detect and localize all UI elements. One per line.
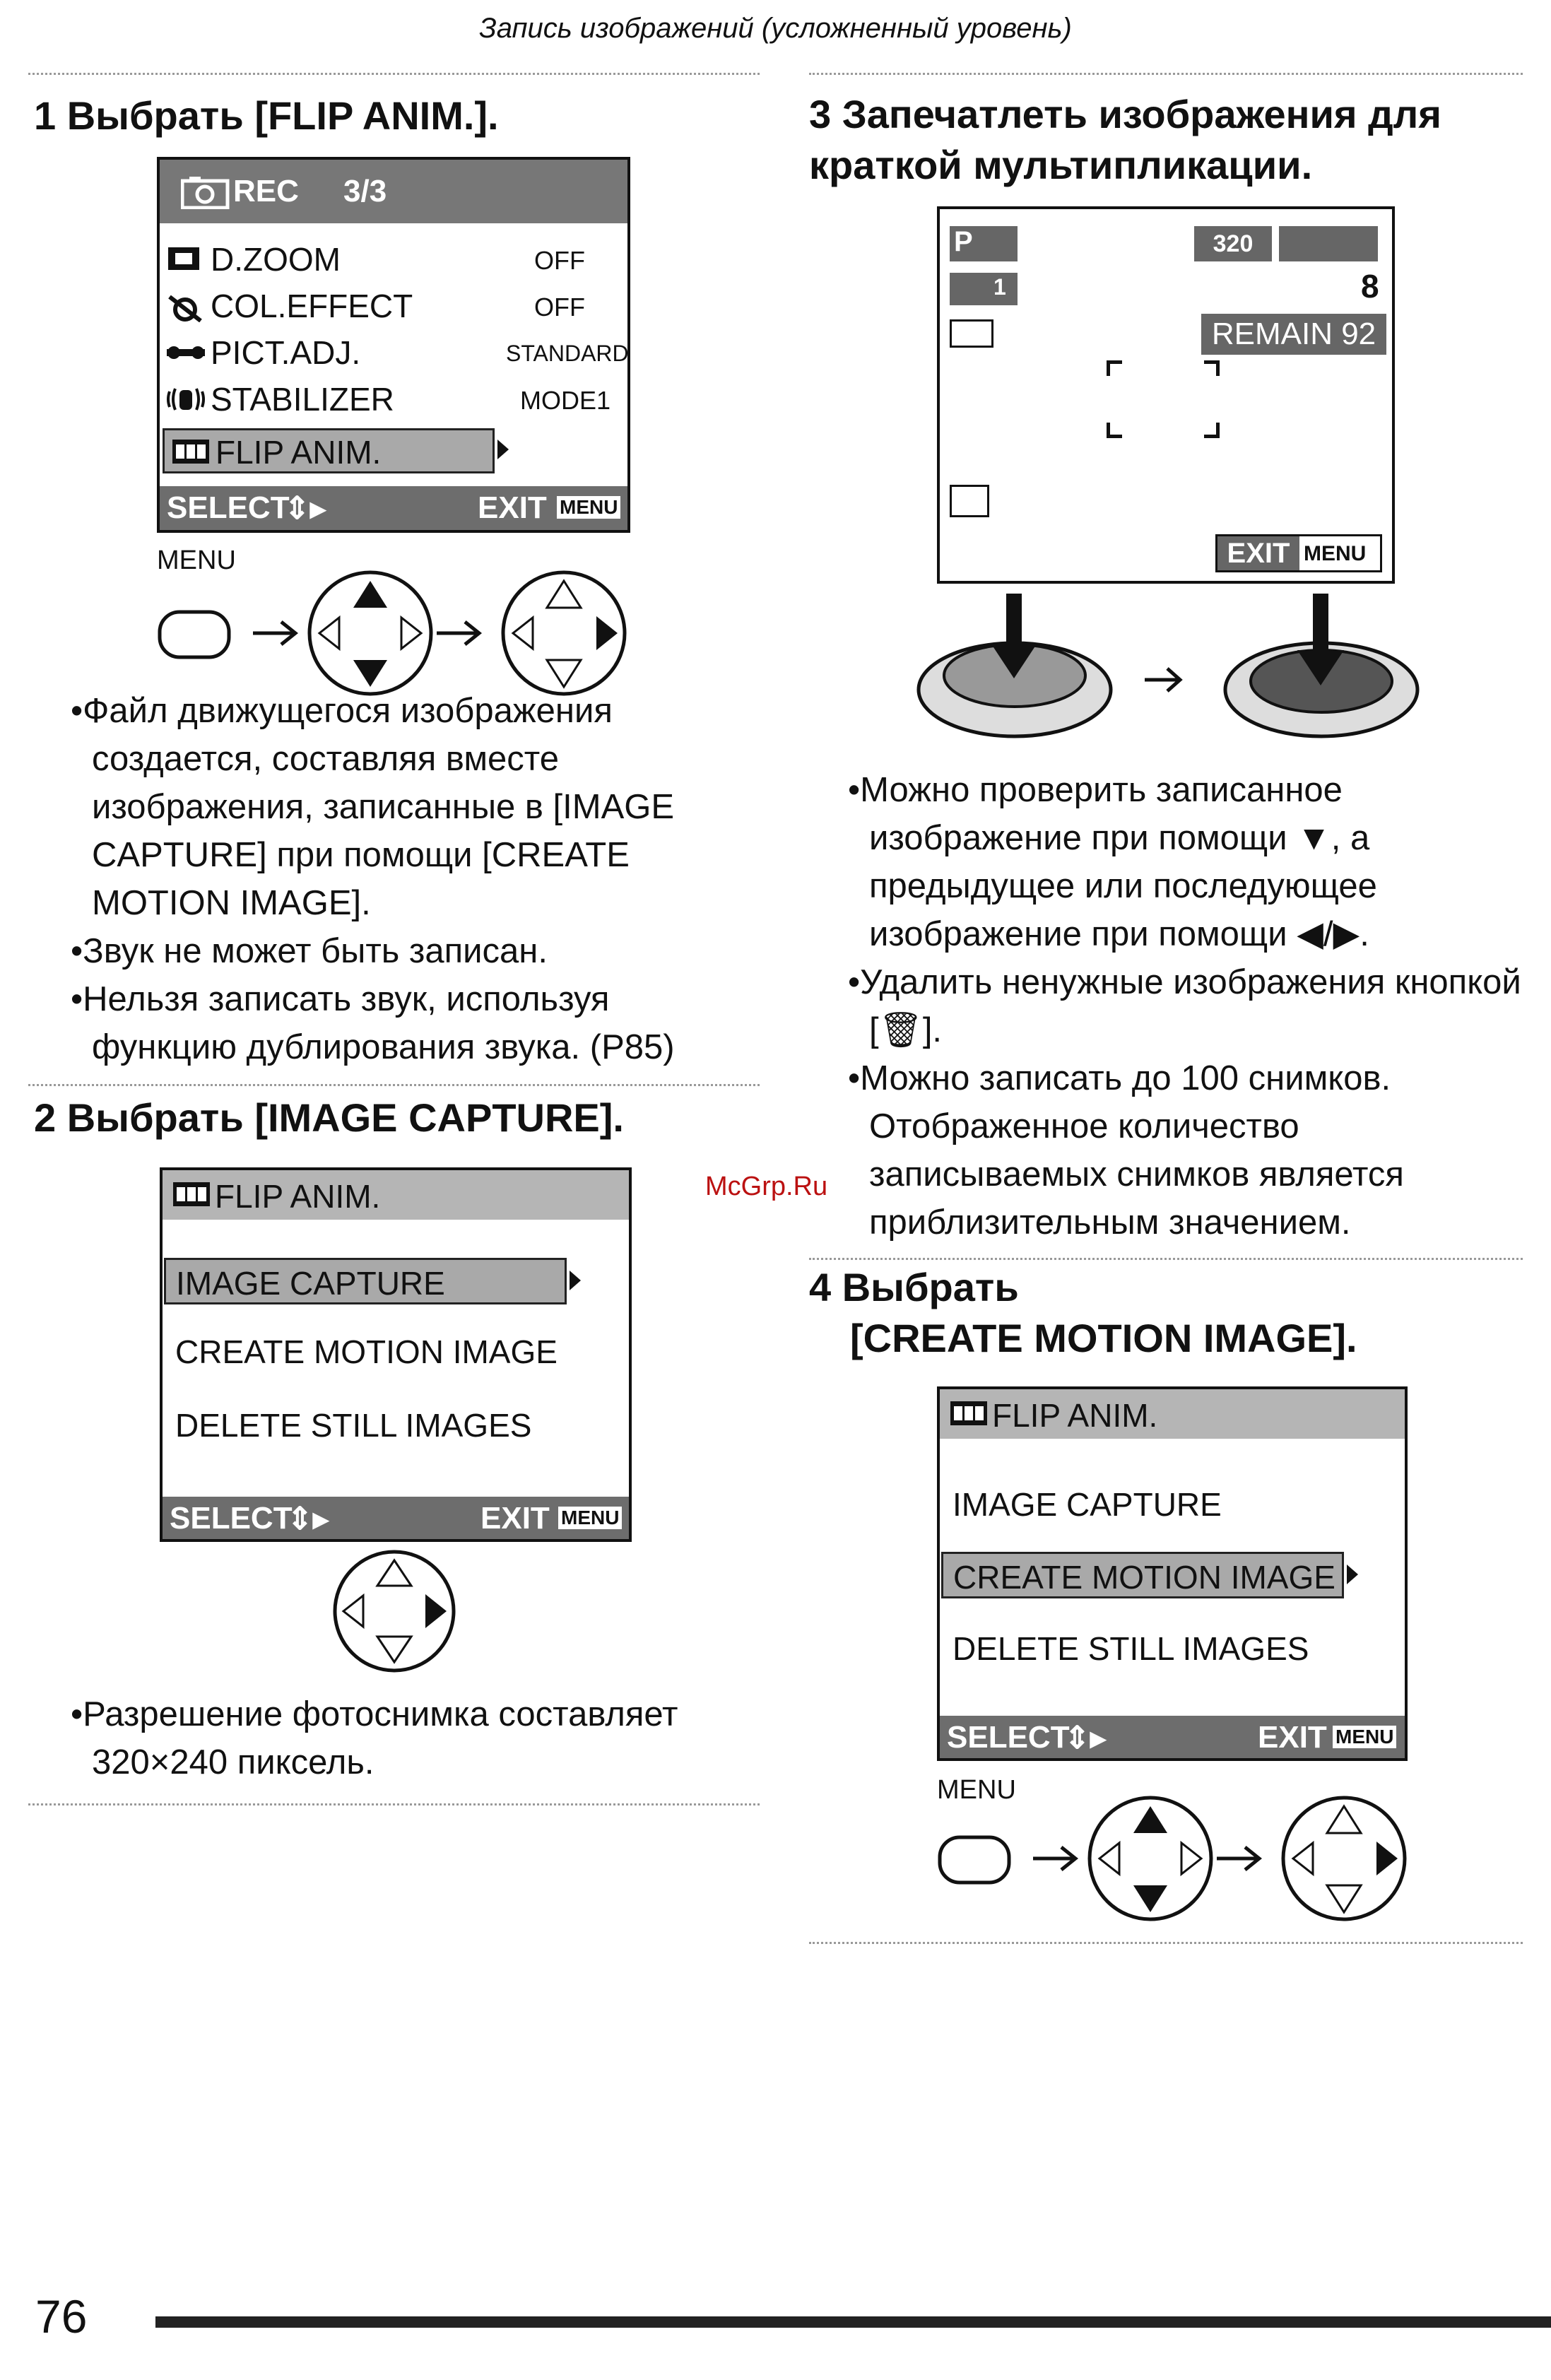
arrow-right-icon <box>253 622 295 644</box>
divider <box>809 1942 1523 1944</box>
note-item: • Удалить ненужные изображения кнопкой [🗑]. <box>848 958 1526 1054</box>
divider <box>28 1803 760 1805</box>
updown-arrow-icon: ⇕▸ <box>1064 1721 1106 1755</box>
zoom-icon <box>167 245 202 273</box>
divider <box>809 1258 1523 1260</box>
arrow-right-icon <box>1145 668 1180 691</box>
step3-title: 3 Запечатлеть изображения для краткой мультипликации. <box>809 92 1441 187</box>
camera-icon <box>950 485 989 517</box>
remain-indicator: REMAIN 92 <box>1201 314 1386 355</box>
select-label: SELECT <box>167 490 290 525</box>
note-item: • Нельзя записать звук, используя функцию дублирования звука. (P85) <box>71 975 749 1071</box>
button-sequence <box>934 1791 1422 1925</box>
menu-item-value: STANDARD <box>506 341 629 366</box>
lcd-footer-bar <box>1215 534 1382 572</box>
menu-badge: MENU <box>1333 1726 1396 1748</box>
lcd-footer-bar <box>163 1497 629 1539</box>
lcd-title-bar <box>160 160 627 223</box>
step3-notes <box>848 766 1526 1247</box>
divider <box>28 73 760 75</box>
lcd-footer-bar <box>940 1716 1405 1758</box>
step1-title: 1 Выбрать [FLIP ANIM.]. <box>34 93 499 138</box>
battery-icon <box>1279 226 1378 261</box>
focus-frame-icon <box>1107 360 1220 438</box>
dpad-up-icon <box>309 572 431 694</box>
menu-item-label: PICT.ADJ. <box>211 334 361 371</box>
lcd-flip-anim-menu <box>937 1386 1408 1761</box>
flip-anim-icon <box>172 439 210 464</box>
lcd-title: FLIP ANIM. <box>215 1178 381 1215</box>
lcd-title: FLIP ANIM. <box>992 1397 1158 1434</box>
menu-button-icon <box>940 1837 1009 1883</box>
shutter-button-illustration <box>912 587 1434 742</box>
note-item: • Можно проверить записанное изображение при помощи ▼, а предыдущее или последующее изображение при помощи ◀/▶. <box>848 766 1526 958</box>
menu-item-label: IMAGE CAPTURE <box>176 1265 445 1302</box>
page-header: Запись изображений (усложненный уровень) <box>479 13 1072 44</box>
submenu-arrow-icon <box>570 1271 581 1290</box>
stabilizer-icon <box>167 384 205 414</box>
menu-item-pict-adj[interactable] <box>167 331 629 377</box>
resolution-indicator: 320 <box>1194 226 1272 261</box>
menu-item-dzoom[interactable] <box>167 237 619 284</box>
arrow-right-icon <box>1033 1847 1075 1870</box>
camera-icon <box>181 175 230 209</box>
footer-rule <box>155 2316 1551 2328</box>
stabilizer-mode: 1 <box>993 274 1006 300</box>
updown-arrow-icon: ⇕▸ <box>287 1502 329 1536</box>
menu-item-create-motion[interactable]: CREATE MOTION IMAGE <box>175 1333 558 1370</box>
note-item: • Можно записать до 100 снимков. Отображенное количество записываемых снимков является приблизительным значением. <box>848 1054 1526 1247</box>
step4-title-line1: 4 Выбрать <box>809 1265 1019 1309</box>
arrow-right-icon <box>1217 1847 1259 1870</box>
arrow-right-icon <box>437 622 479 644</box>
menu-badge: MENU <box>1304 542 1367 565</box>
note-item: • Файл движущегося изображения создается, составляя вместе изображения, записанные в [IMAGE CAPTURE] при помощи [CREATE MOTION IMAGE]. <box>71 687 749 927</box>
dpad-right-icon <box>503 572 625 694</box>
color-effect-icon <box>167 290 205 322</box>
select-label: SELECT <box>947 1720 1070 1755</box>
step4-title-line2: [CREATE MOTION IMAGE]. <box>850 1316 1357 1360</box>
flip-anim-icon <box>950 1401 988 1426</box>
menu-item-delete-still[interactable]: DELETE STILL IMAGES <box>953 1630 1309 1667</box>
menu-item-value: MODE1 <box>520 386 611 415</box>
menu-item-label: D.ZOOM <box>211 241 341 278</box>
mode-indicator: P <box>950 226 1018 261</box>
updown-arrow-icon: ⇕▸ <box>284 491 326 526</box>
dpad-up-icon <box>1090 1798 1211 1919</box>
note-item: • Звук не может быть записан. <box>71 927 749 975</box>
menu-item-value: OFF <box>534 293 585 322</box>
step1-notes <box>71 687 749 1071</box>
shutter-half-press-icon <box>919 594 1111 736</box>
flip-anim-icon <box>950 319 993 348</box>
menu-item-delete-still[interactable]: DELETE STILL IMAGES <box>175 1407 532 1444</box>
menu-item-create-motion-selected[interactable] <box>941 1552 1344 1598</box>
menu-item-label: STABILIZER <box>211 381 394 418</box>
menu-button-label: MENU <box>937 1775 1016 1805</box>
lcd-recording-screen <box>937 206 1395 584</box>
button-sequence <box>154 565 642 700</box>
lcd-footer-bar <box>160 486 627 530</box>
menu-badge: MENU <box>558 1507 622 1529</box>
shutter-full-press-icon <box>1225 594 1417 736</box>
menu-item-label: CREATE MOTION IMAGE <box>953 1559 1335 1596</box>
flip-anim-icon <box>172 1182 211 1207</box>
exit-label: EXIT <box>478 490 547 525</box>
select-label: SELECT <box>170 1501 293 1536</box>
menu-badge: MENU <box>557 496 620 519</box>
lcd-title-bar <box>940 1389 1405 1439</box>
divider <box>809 73 1523 75</box>
menu-item-stabilizer[interactable] <box>167 377 619 424</box>
lcd-title-bar <box>163 1170 629 1220</box>
menu-item-value: OFF <box>534 246 585 275</box>
lcd-tab: REC <box>233 174 299 208</box>
menu-item-image-capture[interactable]: IMAGE CAPTURE <box>953 1486 1222 1523</box>
step2-notes <box>71 1690 763 1786</box>
menu-item-label: COL.EFFECT <box>211 288 413 324</box>
watermark: McGrp.Ru <box>705 1172 828 1201</box>
dpad-right-icon <box>331 1548 458 1675</box>
lcd-rec-menu <box>157 157 630 533</box>
menu-item-image-capture-selected[interactable] <box>164 1258 567 1304</box>
menu-button-label: MENU <box>157 546 236 575</box>
menu-item-flip-anim-selected[interactable] <box>163 428 495 473</box>
lcd-page: 3/3 <box>343 174 387 208</box>
note-item: • Разрешение фотоснимка составляет 320×240 пиксель. <box>71 1690 763 1786</box>
submenu-arrow-icon <box>1347 1565 1358 1584</box>
exit-label: EXIT <box>480 1501 550 1536</box>
divider <box>28 1084 760 1086</box>
page-number: 76 <box>35 2290 88 2343</box>
picture-adjust-icon <box>167 341 205 366</box>
exit-label: EXIT <box>1258 1720 1327 1755</box>
exit-label: EXIT <box>1217 536 1299 570</box>
menu-item-label: FLIP ANIM. <box>216 434 382 471</box>
menu-button-icon <box>160 612 229 657</box>
stabilizer-icon <box>950 273 1018 305</box>
frame-count: 8 <box>1361 268 1379 305</box>
step2-title: 2 Выбрать [IMAGE CAPTURE]. <box>34 1095 624 1140</box>
submenu-arrow-icon <box>497 440 509 459</box>
dpad-right-icon <box>1283 1798 1405 1919</box>
menu-item-col-effect[interactable] <box>167 284 619 331</box>
lcd-flip-anim-menu <box>160 1167 632 1542</box>
